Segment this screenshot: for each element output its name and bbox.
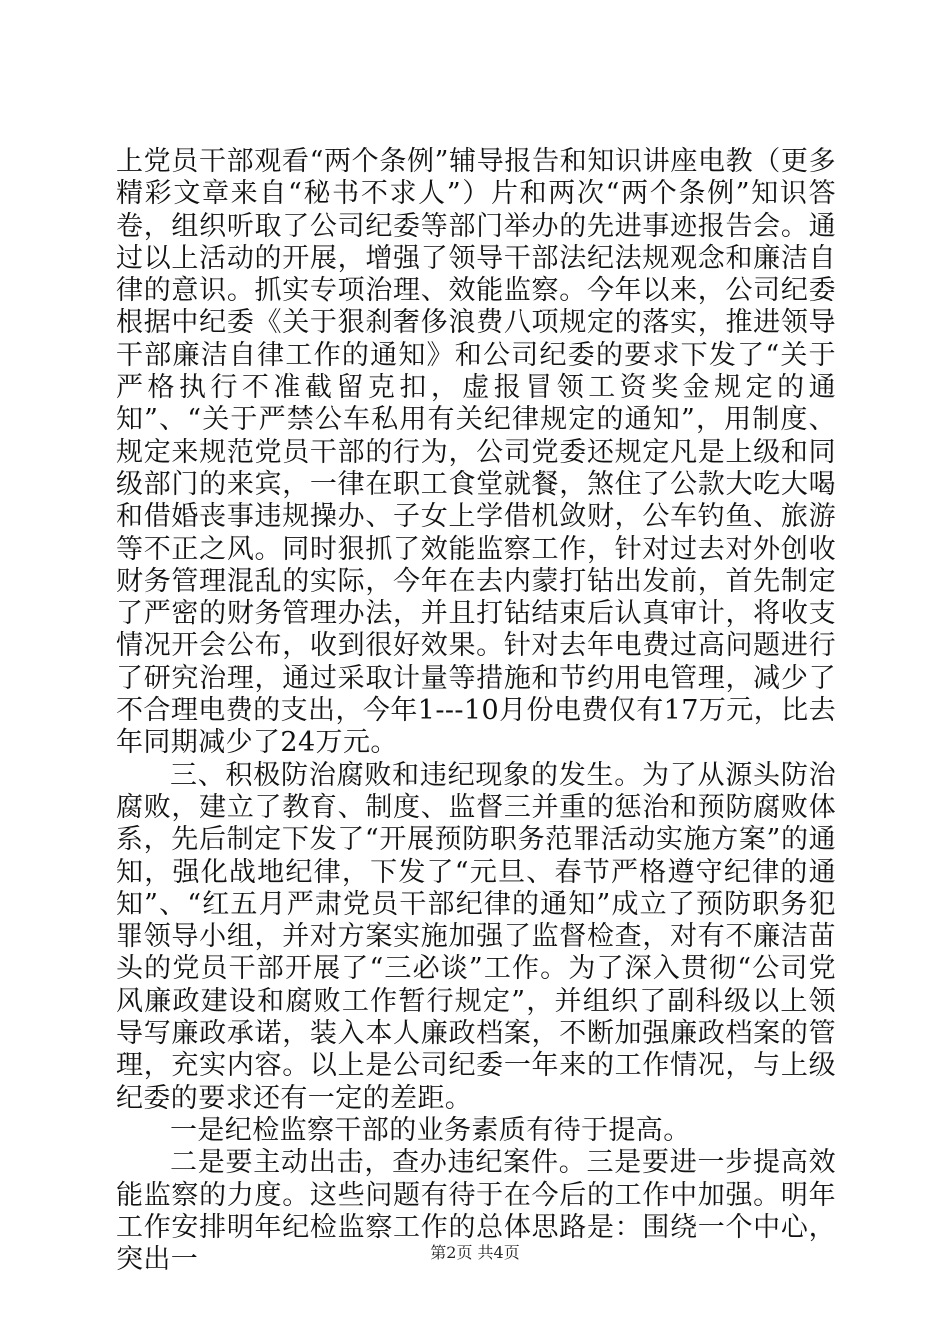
paragraph-2: 三、积极防治腐败和违纪现象的发生。为了从源头防治腐败，建立了教育、制度、监督三并重的惩治和预防腐败体系，先后制定下发了“开展预防职务范罪活动实施方案”的通知，强化战地纪律，下发了“元旦、春节严格遵守纪律的通知”、“红五月严肃党员干部纪律的通知”成立了预防职务犯罪领导小组，并对方案实施加强了监督检查，对有不廉洁苗头的党员干部开展了“三必谈”工作。为了深入贯彻“公司党风廉政建设和腐败工作暂行规定”，并组织了副科级以上领导写廉政承诺，装入本人廉政档案，不断加强廉政档案的管理，充实内容。以上是公司纪委一年来的工作情况，与上级纪委的要求还有一定的差距。 xyxy=(116,759,836,1114)
page-footer xyxy=(0,1240,950,1263)
paragraph-3: 一是纪检监察干部的业务素质有待于提高。 xyxy=(170,1114,691,1146)
page-number: 第2页 共4页 xyxy=(430,1243,520,1262)
document-body xyxy=(116,146,836,1276)
paragraph-4: 二是要主动出击，查办违纪案件。三是要进一步提高效能监察的力度。这些问题有待于在今后的工作中加强。明年工作安排明年纪检监察工作的总体思路是：围绕一个中心，突出一 xyxy=(116,1147,836,1276)
paragraph-1: 上党员干部观看“两个条例”辅导报告和知识讲座电教（更多精彩文章来自“秘书不求人”）片和两次“两个条例”知识答卷，组织听取了公司纪委等部门举办的先进事迹报告会。通过以上活动的开展，增强了领导干部法纪法规观念和廉洁自律的意识。抓实专项治理、效能监察。今年以来，公司纪委根据中纪委《关于狠刹奢侈浪费八项规定的落实，推进领导干部廉洁自律工作的通知》和公司纪委的要求下发了“关于严格执行不准截留克扣，虚报冒领工资奖金规定的通知”、“关于严禁公车私用有关纪律规定的通知”，用制度、规定来规范党员干部的行为，公司党委还规定凡是上级和同级部门的来宾，一律在职工食堂就餐，煞住了公款大吃大喝和借婚丧事违规操办、子女上学借机敛财，公车钓鱼、旅游等不正之风。同时狠抓了效能监察工作，针对过去对外创收财务管理混乱的实际，今年在去内蒙打钻出发前，首先制定了严密的财务管理办法，并且打钻结束后认真审计，将收支情况开会公布，收到很好效果。针对去年电费过高问题进行了研究治理，通过采取计量等措施和节约用电管理，减少了不合理电费的支出，今年1---10月份电费仅有17万元，比去年同期减少了24万元。 xyxy=(116,146,836,759)
